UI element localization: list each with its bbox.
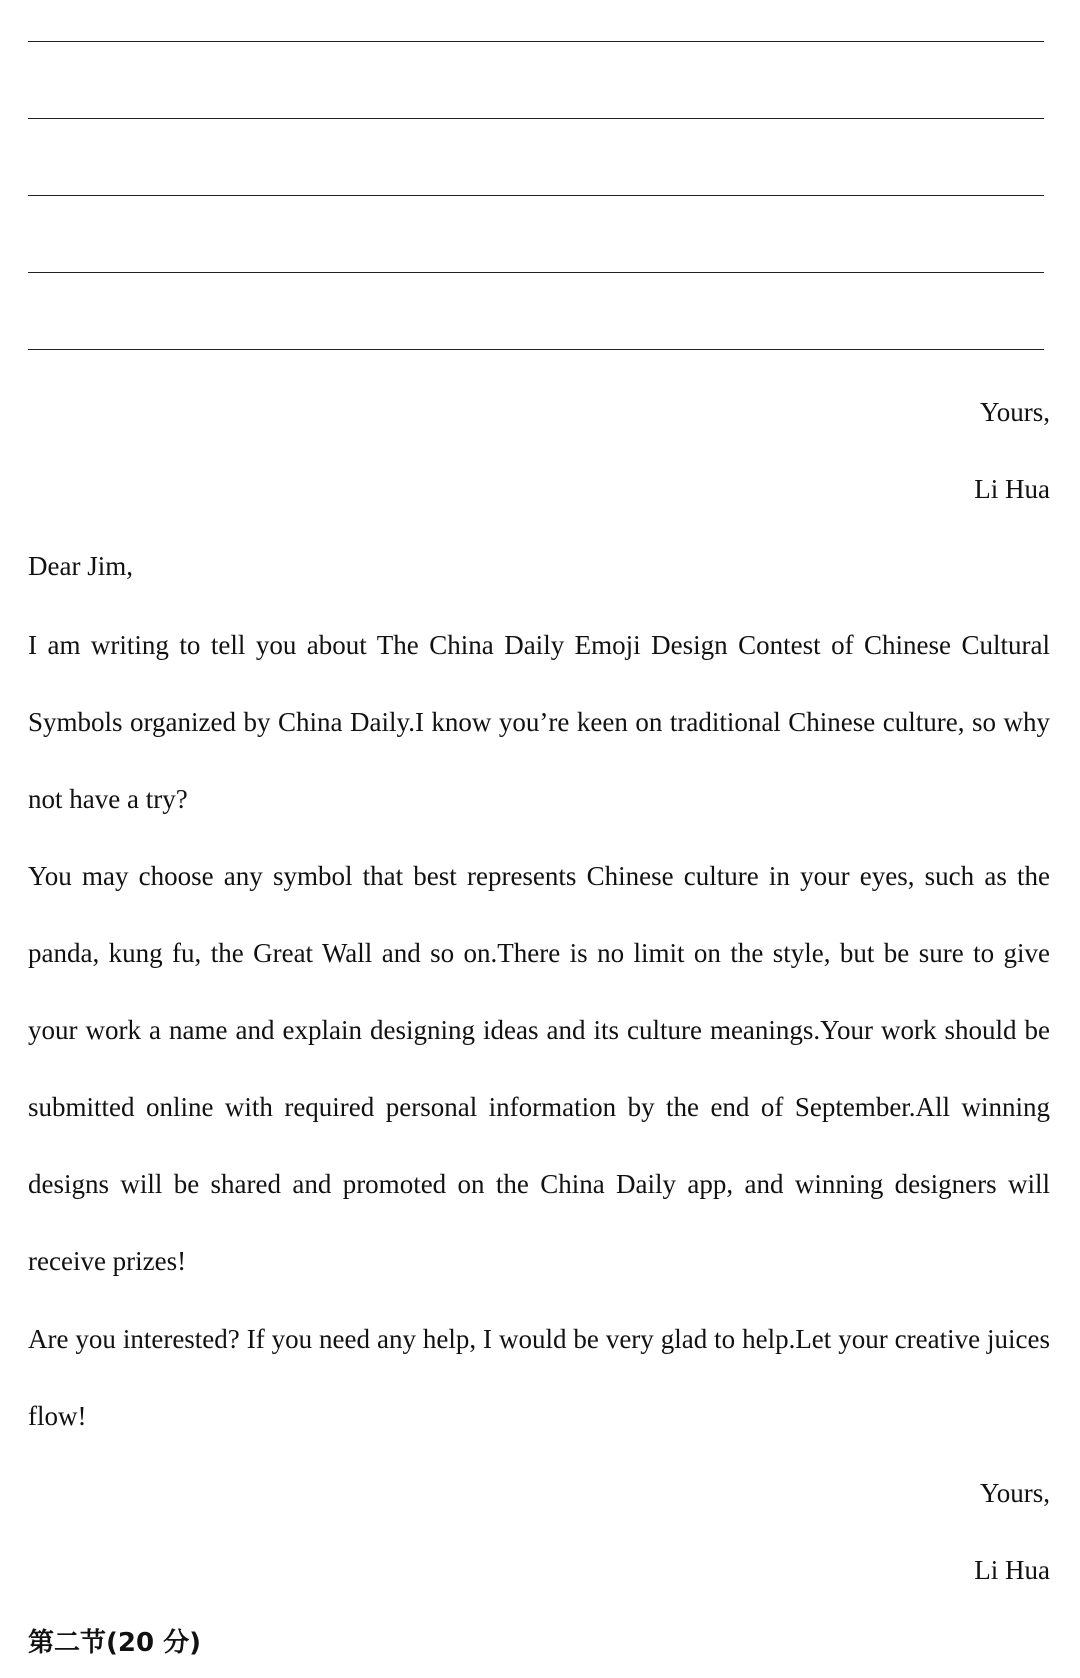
answer-line (28, 349, 1044, 350)
letter-paragraph: You may choose any symbol that best represents Chinese culture in your eyes, such as the panda, kung fu, the Great Wall and so on.There is no limit on the style, but be sure to give your work a name and explain designing ideas and its culture meanings.Your work should be submitted online with required personal information by the end of September.All winning designs will be shared and promoted on the China Daily app, and winning designers will receive prizes! (28, 861, 1050, 1276)
section-title: 第二节(20 分) (28, 1628, 201, 1658)
letter-greeting: Dear Jim, (28, 551, 133, 581)
first-letter-closing: Yours, (979, 397, 1050, 427)
letter-paragraph: I am writing to tell you about The China Daily Emoji Design Contest of Chinese Cultural Symbols organized by China Daily.I know you’re keen on traditional Chinese culture, so why not have a try? (28, 630, 1050, 814)
answer-line (28, 41, 1044, 42)
answer-line (28, 272, 1044, 273)
answer-line (28, 195, 1044, 196)
letter-closing: Yours, (979, 1478, 1050, 1508)
letter-signature: Li Hua (974, 1555, 1050, 1585)
answer-line (28, 118, 1044, 119)
first-letter-signature: Li Hua (974, 474, 1050, 504)
letter-paragraph: Are you interested? If you need any help, I would be very glad to help.Let your creative juices flow! (28, 1324, 1050, 1431)
